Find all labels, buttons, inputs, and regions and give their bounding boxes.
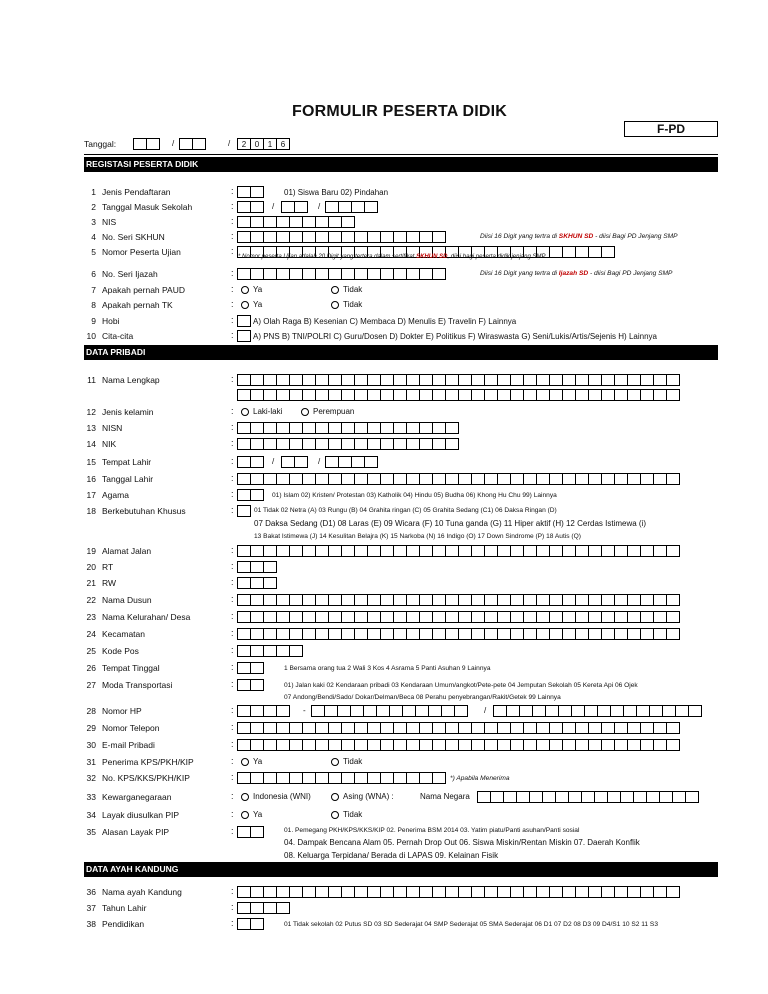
field-label: Nomor Telepon	[102, 723, 160, 733]
row-number: 26	[86, 663, 96, 673]
form-title: FORMULIR PESERTA DIDIK	[292, 103, 508, 120]
field-label: Jenis kelamin	[102, 407, 154, 417]
radio-label: Laki-laki	[253, 407, 283, 416]
field-label: Jenis Pendaftaran	[102, 187, 171, 197]
field-colon: :	[231, 594, 234, 604]
row-number: 21	[86, 578, 96, 588]
field-label: Tempat Lahir	[102, 457, 152, 467]
field-label: Nama Kelurahan/ Desa	[102, 612, 191, 622]
hint-text: Diisi 16 Digit yang tertra di	[480, 270, 559, 277]
r19-input[interactable]	[238, 545, 680, 557]
field-label: NIK	[102, 439, 117, 449]
section-ayah: DATA AYAH KANDUNG	[84, 862, 718, 877]
field-label: Nomor HP	[102, 706, 142, 716]
field-colon: :	[231, 577, 234, 587]
field-label: RT	[102, 562, 114, 572]
r28-input[interactable]	[312, 705, 468, 717]
radio-option[interactable]	[301, 408, 309, 416]
field-label: Tanggal Lahir	[102, 474, 154, 484]
radio-label: Ya	[253, 285, 263, 294]
field-label: Nomor Peserta Ujian	[102, 247, 181, 257]
field-label: Tahun Lahir	[102, 903, 147, 913]
field-colon: :	[231, 662, 234, 672]
field-note	[238, 254, 546, 260]
row-number: 8	[91, 300, 96, 310]
field-colon: :	[231, 438, 234, 448]
section-registrasi: REGISTASI PESERTA DIDIK	[84, 157, 718, 172]
field-hint	[480, 233, 678, 240]
field-label: Kode Pos	[102, 646, 139, 656]
row-number: 25	[86, 646, 96, 656]
row-number: 22	[86, 595, 96, 605]
tanggal-sep: /	[228, 139, 231, 148]
date-separator: /	[272, 202, 275, 211]
field-options: 01) Jalan kaki 02 Kendaraan pribadi 03 Kendaraan Umum/angkot/Pete-pete 04 Jemputan Sekolah 05 Kereta Api 06 Ojek	[284, 682, 638, 689]
r9-input[interactable]	[238, 315, 251, 327]
field-colon: :	[231, 918, 234, 928]
row-number: 16	[86, 474, 96, 484]
row-number: 15	[86, 457, 96, 467]
field-options: A) PNS B) TNI/POLRI C) Guru/Dosen D) Dokter E) Politikus F) Wiraswasta G) Seni/Lukis/Artis/Sejenis H) Lainnya	[253, 332, 657, 341]
r11-input[interactable]	[238, 374, 680, 386]
field-options: 01 Tidak 02 Netra (A) 03 Rungu (B) 04 Grahita ringan (C) 05 Grahita Sedang (C1) 06 Daksa Ringan (D)	[254, 507, 557, 514]
field-colon: :	[231, 791, 234, 801]
field-colon: :	[231, 422, 234, 432]
field-colon: :	[231, 645, 234, 655]
field-colon: :	[231, 756, 234, 766]
field-options: 01) Islam 02) Kristen/ Protestan 03) Katholik 04) Hindu 05) Budha 06) Khong Hu Chu 99) Lainnya	[272, 492, 557, 499]
radio-label: Tidak	[343, 285, 363, 294]
r4-input[interactable]	[238, 231, 446, 243]
hint-text: - diisi Bagi PD Jenjang SMP	[593, 233, 678, 240]
radio-option[interactable]	[241, 301, 249, 309]
field-colon: :	[231, 679, 234, 689]
row-number: 31	[86, 757, 96, 767]
r37-input[interactable]	[238, 902, 290, 914]
field-colon: :	[231, 705, 234, 715]
field-colon: :	[231, 186, 234, 196]
radio-option[interactable]	[331, 301, 339, 309]
field-colon: :	[231, 216, 234, 226]
field-options: 13 Bakat Istimewa (J) 14 Kesulitan Belajra (K) 15 Narkoba (N) 16 Indigo (O) 17 Down Sindrome (P) 18 Autis (Q)	[254, 533, 581, 540]
row-number: 2	[91, 202, 96, 212]
field-colon: :	[231, 284, 234, 294]
r24-input[interactable]	[238, 628, 680, 640]
r27-input[interactable]	[238, 679, 264, 691]
field-colon: :	[231, 809, 234, 819]
field-options: 07 Andong/Bendi/Sado/ Dokar/Delman/Beca 08 Perahu penyebrangan/Rakit/Getek 99 Lainnya	[284, 694, 561, 701]
row-number: 6	[91, 269, 96, 279]
r18-input[interactable]	[238, 505, 251, 517]
row-number: 17	[86, 490, 96, 500]
r3-input[interactable]	[238, 216, 355, 228]
year-digit: 1	[263, 138, 277, 150]
row-number: 35	[86, 827, 96, 837]
field-label: Nama ayah Kandung	[102, 887, 182, 897]
field-colon: :	[231, 886, 234, 896]
section-pribadi: DATA PRIBADI	[84, 345, 718, 360]
field-colon: :	[231, 456, 234, 466]
row-number: 34	[86, 810, 96, 820]
r29-input[interactable]	[238, 722, 680, 734]
divider	[84, 154, 718, 155]
field-colon: :	[231, 201, 234, 211]
field-label: Nama Negara	[420, 792, 470, 801]
radio-option[interactable]	[331, 758, 339, 766]
row-number: 13	[86, 423, 96, 433]
hint-text: - diisi Bagi PD Jenjang SMP	[588, 270, 673, 277]
r30-input[interactable]	[238, 739, 680, 751]
radio-option[interactable]	[241, 286, 249, 294]
field-label: Agama	[102, 490, 129, 500]
field-options: 01) Siswa Baru 02) Pindahan	[284, 188, 389, 197]
tanggal-day[interactable]	[134, 138, 160, 150]
field-colon: :	[231, 473, 234, 483]
field-options: 08. Keluarga Terpidana/ Berada di LAPAS 09. Kelainan Fisik	[284, 851, 499, 860]
field-colon: :	[231, 545, 234, 555]
field-colon: :	[231, 330, 234, 340]
field-label: Berkebutuhan Khusus	[102, 506, 186, 516]
r2-input[interactable]	[326, 201, 378, 213]
r2-input[interactable]	[282, 201, 308, 213]
field-colon: :	[231, 231, 234, 241]
row-number: 12	[86, 407, 96, 417]
tanggal-label: Tanggal:	[84, 139, 117, 149]
field-colon: :	[231, 246, 234, 256]
note-text: , diisi bagi peserta didik jenjang SMP	[447, 254, 546, 260]
r28-input[interactable]	[494, 705, 702, 717]
radio-option[interactable]	[331, 811, 339, 819]
row-number: 7	[91, 285, 96, 295]
field-options: 01. Pemegang PKH/KPS/KKS/KIP 02. Penerima BSM 2014 03. Yatim piatu/Panti asuhan/Panti sosial	[284, 827, 580, 834]
r33-input[interactable]	[478, 791, 699, 803]
field-options: 1 Bersama orang tua 2 Wali 3 Kos 4 Asrama 5 Panti Asuhan 9 Lainnya	[284, 665, 491, 672]
field-colon: :	[231, 299, 234, 309]
field-label: NIS	[102, 217, 117, 227]
r14-input[interactable]	[238, 438, 459, 450]
r15-input[interactable]	[282, 456, 308, 468]
field-label: Cita-cita	[102, 331, 134, 341]
r35-input[interactable]	[238, 826, 264, 838]
r32-input[interactable]	[238, 772, 446, 784]
radio-option[interactable]	[241, 811, 249, 819]
field-colon: :	[231, 315, 234, 325]
radio-label: Ya	[253, 757, 263, 766]
radio-option[interactable]	[331, 286, 339, 294]
r22-input[interactable]	[238, 594, 680, 606]
field-label: RW	[102, 578, 117, 588]
date-separator: /	[318, 457, 321, 466]
r2-input[interactable]	[238, 201, 264, 213]
r20-input[interactable]	[238, 561, 277, 573]
r11-input-line2[interactable]	[238, 389, 680, 401]
r26-input[interactable]	[238, 662, 264, 674]
r15-input[interactable]	[238, 456, 264, 468]
field-colon: :	[231, 406, 234, 416]
note-emphasis: SKHUN SD	[416, 254, 448, 260]
field-label: Nama Lengkap	[102, 375, 160, 385]
hint-emphasis: Ijazah SD	[558, 270, 589, 277]
field-label: NISN	[102, 423, 123, 433]
field-label: Tempat Tinggal	[102, 663, 160, 673]
hint-emphasis: SKHUN SD	[558, 233, 594, 240]
field-label: No. KPS/KKS/PKH/KIP	[102, 773, 190, 783]
r16-input[interactable]	[238, 473, 680, 485]
row-number: 28	[86, 706, 96, 716]
row-number: 4	[91, 232, 96, 242]
field-colon: :	[231, 505, 234, 515]
field-label: Kecamatan	[102, 629, 145, 639]
field-colon: :	[231, 628, 234, 638]
field-options: A) Olah Raga B) Kesenian C) Membaca D) Menulis E) Travelin F) Lainnya	[253, 317, 517, 326]
field-label: Hobi	[102, 316, 120, 326]
r23-input[interactable]	[238, 611, 680, 623]
row-number: 23	[86, 612, 96, 622]
field-colon: :	[231, 268, 234, 278]
r17-input[interactable]	[238, 489, 264, 501]
field-label: Alamat Jalan	[102, 546, 152, 556]
row-number: 38	[86, 919, 96, 929]
radio-label: Tidak	[343, 757, 363, 766]
row-number: 14	[86, 439, 96, 449]
r21-input[interactable]	[238, 577, 277, 589]
row-number: 36	[86, 887, 96, 897]
radio-option[interactable]	[241, 408, 249, 416]
field-label: Nama Dusun	[102, 595, 152, 605]
row-number: 10	[86, 331, 96, 341]
field-label: Moda Transportasi	[102, 680, 173, 690]
r6-input[interactable]	[238, 268, 446, 280]
field-label: Layak diusulkan PIP	[102, 810, 180, 820]
tanggal-sep: /	[172, 139, 175, 148]
hint-text: Diisi 16 Digit yang tertra di	[480, 233, 559, 240]
row-number: 11	[87, 375, 96, 385]
field-label: Alasan Layak PIP	[102, 827, 170, 837]
row-number: 20	[86, 562, 96, 572]
form-code: F-PD	[624, 121, 718, 137]
tanggal-month[interactable]	[180, 138, 206, 150]
date-separator: /	[272, 457, 275, 466]
year-digit: 2	[237, 138, 251, 150]
field-colon: :	[231, 489, 234, 499]
r1-input[interactable]	[238, 186, 264, 198]
field-colon: :	[231, 611, 234, 621]
field-note: *) Apabila Menerima	[450, 775, 510, 782]
r13-input[interactable]	[238, 422, 459, 434]
radio-label: Ya	[253, 300, 263, 309]
radio-label: Ya	[253, 810, 263, 819]
date-separator: /	[484, 706, 487, 715]
tanggal-year[interactable]	[238, 138, 290, 150]
radio-label: Tidak	[343, 810, 363, 819]
row-number: 33	[86, 792, 96, 802]
field-colon: :	[231, 772, 234, 782]
field-label: Tanggal Masuk Sekolah	[102, 202, 193, 212]
year-digit: 0	[250, 138, 264, 150]
r15-input[interactable]	[326, 456, 378, 468]
row-number: 27	[86, 680, 96, 690]
field-colon: :	[231, 739, 234, 749]
field-label: Kewarganegaraan	[102, 792, 172, 802]
year-digit: 6	[276, 138, 290, 150]
row-number: 9	[91, 316, 96, 326]
phone-separator: -	[303, 706, 306, 715]
field-label: Apakah pernah PAUD	[102, 285, 186, 295]
r36-input[interactable]	[238, 886, 680, 898]
radio-option[interactable]	[241, 758, 249, 766]
date-separator: /	[318, 202, 321, 211]
row-number: 5	[91, 247, 96, 257]
field-colon: :	[231, 722, 234, 732]
note-text: * Nomor peserta Ujian adalah 20 Digit yang tertera dalam sertifikat	[238, 254, 417, 260]
radio-option[interactable]	[331, 793, 339, 801]
radio-label: Indonesia (WNI)	[253, 792, 311, 801]
r38-input[interactable]	[238, 918, 264, 930]
r25-input[interactable]	[238, 645, 303, 657]
radio-label: Asing (WNA) :	[343, 792, 394, 801]
field-label: Pendidikan	[102, 919, 145, 929]
field-label: Penerima KPS/PKH/KIP	[102, 757, 194, 767]
row-number: 1	[91, 187, 96, 197]
row-number: 3	[91, 217, 96, 227]
field-colon: :	[231, 826, 234, 836]
row-number: 24	[86, 629, 96, 639]
field-label: E-mail Pribadi	[102, 740, 155, 750]
field-label: No. Seri SKHUN	[102, 232, 165, 242]
row-number: 29	[86, 723, 96, 733]
radio-label: Tidak	[343, 300, 363, 309]
field-label: No. Seri Ijazah	[102, 269, 158, 279]
r28-input[interactable]	[238, 705, 290, 717]
row-number: 18	[86, 506, 96, 516]
field-colon: :	[231, 561, 234, 571]
row-number: 30	[86, 740, 96, 750]
field-colon: :	[231, 902, 234, 912]
radio-label: Perempuan	[313, 407, 355, 416]
r10-input[interactable]	[238, 330, 251, 342]
row-number: 37	[86, 903, 96, 913]
field-options: 07 Daksa Sedang (D1) 08 Laras (E) 09 Wicara (F) 10 Tuna ganda (G) 11 Hiper aktif (H) 12 Cerdas Istimewa (i)	[254, 519, 647, 528]
field-label: Apakah pernah TK	[102, 300, 173, 310]
row-number: 32	[86, 773, 96, 783]
field-colon: :	[231, 374, 234, 384]
field-options: 04. Dampak Bencana Alam 05. Pernah Drop Out 06. Siswa Miskin/Rentan Miskin 07. Daerah Konflik	[284, 838, 640, 847]
field-hint	[480, 270, 672, 277]
radio-option[interactable]	[241, 793, 249, 801]
row-number: 19	[86, 546, 96, 556]
field-options: 01 Tidak sekolah 02 Putus SD 03 SD Sederajat 04 SMP Sederajat 05 SMA Sederajat 06 D1 07 D2 08 D3 09 D4/S1 10 S2 11 S3	[284, 921, 659, 928]
